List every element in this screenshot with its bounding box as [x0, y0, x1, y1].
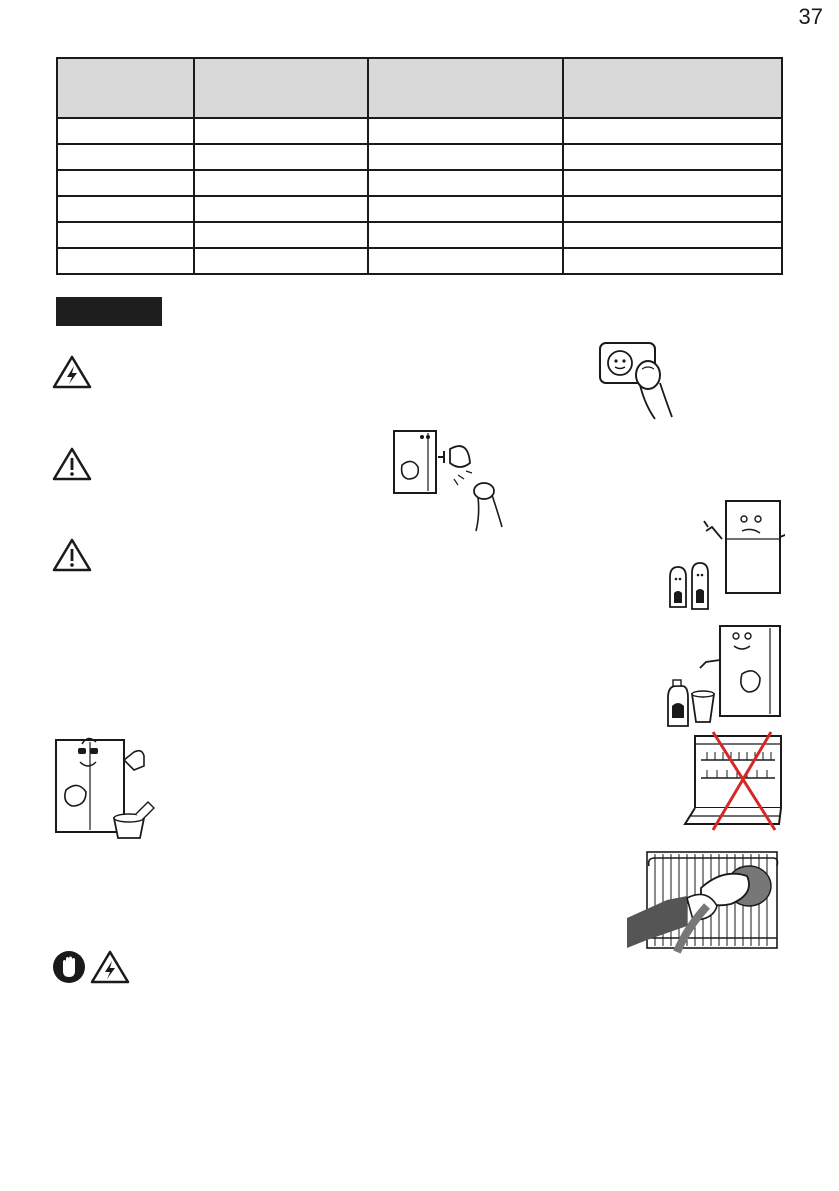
section-label — [56, 297, 162, 326]
table-row — [57, 248, 782, 274]
table-cell — [194, 248, 368, 274]
table-cell — [194, 222, 368, 248]
table-cell — [368, 196, 563, 222]
table-row — [57, 196, 782, 222]
vacuum-condenser-illustration — [627, 848, 784, 954]
table-header-cell — [194, 58, 368, 118]
table-cell — [57, 196, 194, 222]
table-cell — [194, 170, 368, 196]
table-cell — [57, 248, 194, 274]
table-row — [57, 144, 782, 170]
table-cell — [57, 118, 194, 144]
table-cell — [563, 118, 782, 144]
high-voltage-warning-icon — [90, 950, 130, 984]
fridge-unplug-illustration — [388, 427, 513, 535]
table-cell — [368, 144, 563, 170]
table-cell — [563, 170, 782, 196]
table-cell — [563, 248, 782, 274]
table-cell — [194, 144, 368, 170]
high-voltage-warning-icon — [52, 355, 92, 389]
table-header-cell — [57, 58, 194, 118]
table-cell — [368, 118, 563, 144]
table-row — [57, 118, 782, 144]
table-cell — [194, 118, 368, 144]
table-header-cell — [368, 58, 563, 118]
table-cell — [368, 170, 563, 196]
table-cell — [57, 170, 194, 196]
stop-hand-icon — [52, 950, 86, 984]
unplug-socket-illustration — [590, 335, 685, 423]
table-cell — [368, 222, 563, 248]
fridge-cleaning-illustration — [662, 622, 784, 730]
table-cell — [194, 196, 368, 222]
table-header-row — [57, 58, 782, 118]
table-cell — [368, 248, 563, 274]
table-cell — [563, 144, 782, 170]
no-dishwasher-illustration — [683, 730, 785, 832]
table-cell — [57, 144, 194, 170]
table-cell — [57, 222, 194, 248]
happy-fridge-cleaning-illustration — [52, 730, 162, 845]
specification-table — [56, 57, 783, 275]
exclamation-warning-icon — [52, 538, 92, 572]
table-row — [57, 222, 782, 248]
exclamation-warning-icon — [52, 447, 92, 481]
table-header-cell — [563, 58, 782, 118]
table-cell — [563, 196, 782, 222]
table-row — [57, 170, 782, 196]
table-cell — [563, 222, 782, 248]
page-number: 37 — [798, 4, 823, 29]
worried-fridge-solvents-illustration — [660, 497, 785, 615]
